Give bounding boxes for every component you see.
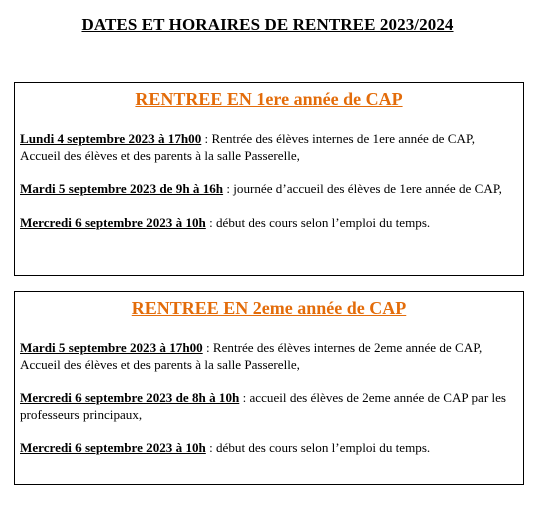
schedule-entry xyxy=(20,215,517,232)
section-box-2eme-annee xyxy=(14,291,524,485)
entry-date: Mercredi 6 septembre 2023 à 10h xyxy=(20,440,206,455)
entry-date: Mercredi 6 septembre 2023 à 10h xyxy=(20,214,206,230)
entry-list xyxy=(20,340,517,474)
entry-date: Mardi 5 septembre 2023 de 9h à 16h xyxy=(20,181,224,196)
entry-text: : accueil des élèves de 2eme année de CAP par les professeurs principaux, xyxy=(20,390,507,422)
entry-list xyxy=(20,131,517,248)
page-title: DATES ET HORAIRES DE RENTREE 2023/2024 xyxy=(81,15,454,34)
entry-date: Mercredi 6 septembre 2023 de 8h à 10h xyxy=(20,390,240,405)
entry-text: : début des cours selon l’emploi du temps. xyxy=(205,440,431,455)
entry-text: : Rentrée des élèves internes de 1ere année de CAP, Accueil des élèves et des parents à la salle Passerelle, xyxy=(20,131,476,163)
section-title: RENTREE EN 2eme année de CAP xyxy=(131,298,407,318)
section-box-1ere-annee xyxy=(14,82,524,276)
entry-text: : Rentrée des élèves internes de 2eme année de CAP, Accueil des élèves et des parents à la salle Passerelle, xyxy=(20,340,483,372)
schedule-entry xyxy=(20,340,517,373)
schedule-entry xyxy=(20,181,517,198)
entry-date: Lundi 4 septembre 2023 à 17h00 xyxy=(20,131,202,146)
entry-text: : début des cours selon l’emploi du temps. xyxy=(205,214,431,230)
entry-text: : journée d’accueil des élèves de 1ere année de CAP, xyxy=(223,181,502,196)
schedule-entry xyxy=(20,440,517,457)
schedule-entry xyxy=(20,131,517,164)
schedule-entry xyxy=(20,390,517,423)
section-title: RENTREE EN 1ere année de CAP xyxy=(135,89,403,109)
entry-date: Mardi 5 septembre 2023 à 17h00 xyxy=(20,340,203,355)
